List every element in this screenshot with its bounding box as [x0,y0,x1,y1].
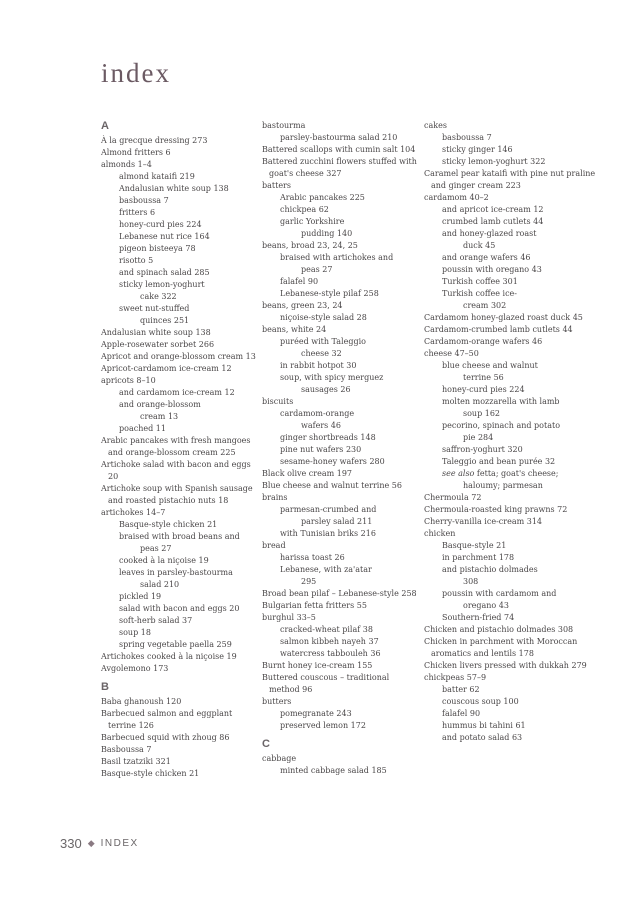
index-subentry: pomegranate 243 [280,709,352,718]
index-subentry: falafel 90 [280,277,319,286]
index-entry: Chicken in parchment with Moroccan aromatics and lentils 178 [424,637,578,658]
index-subentry: sweet nut-stuffed [119,304,190,313]
index-entry: Chicken and pistachio dolmades 308 [424,625,574,634]
index-entry: Cardamom honey-glazed roast duck 45 [424,313,583,322]
index-subentry: and pistachio dolmades [442,565,538,574]
index-continuation: sausages 26 [301,385,351,394]
index-column-2 [262,120,420,777]
index-subentry: honey-curd pies 224 [442,385,525,394]
index-continuation: terrine 56 [463,373,504,382]
index-column-1 [101,120,257,780]
index-subentry: sticky ginger 146 [442,145,513,154]
index-continuation: cream 13 [140,412,179,421]
index-subentry: sticky lemon-yoghurt [119,280,205,289]
index-entry: Artichoke soup with Spanish sausage and roasted pistachio nuts 18 [101,484,253,505]
index-entry: Arabic pancakes with fresh mangoes and orange-blossom cream 225 [101,436,251,457]
section-letter: B [101,681,109,693]
index-entry: Apple-rosewater sorbet 266 [101,340,215,349]
index-subentry: minted cabbage salad 185 [280,766,387,775]
index-entry: À la grecque dressing 273 [101,136,208,145]
index-subentry: niçoise-style salad 28 [280,313,367,322]
index-continuation: parsley salad 211 [301,517,373,526]
index-entry: Caramel pear kataifi with pine nut praline and ginger cream 223 [424,169,596,190]
index-entry: Blue cheese and walnut terrine 56 [262,481,402,490]
index-entry: cardamom 40–2 [424,193,489,202]
index-entry: Cardamom-crumbed lamb cutlets 44 [424,325,573,334]
index-subentry: basboussa 7 [119,196,169,205]
index-subentry: in rabbit hotpot 30 [280,361,357,370]
section-letter: A [101,120,109,132]
index-subentry: and honey-glazed roast [442,229,537,238]
index-entry: Almond fritters 6 [101,148,171,157]
index-subentry: fritters 6 [119,208,156,217]
index-subentry: and potato salad 63 [442,733,523,742]
index-subentry: Taleggio and bean purée 32 [442,457,556,466]
index-subentry: molten mozzarella with lamb [442,397,560,406]
index-subentry: Lebanese nut rice 164 [119,232,210,241]
index-subentry: pecorino, spinach and potato [442,421,561,430]
index-subentry: salad with bacon and eggs 20 [119,604,240,613]
index-subentry: pine nut wafers 230 [280,445,362,454]
index-subentry: risotto 5 [119,256,154,265]
index-subentry: parmesan-crumbed and [280,505,377,514]
index-subentry: Southern-fried 74 [442,613,515,622]
index-subentry: garlic Yorkshire [280,217,345,226]
index-subentry: Lebanese, with za'atar [280,565,372,574]
index-subentry: with Tunisian briks 216 [280,529,376,538]
page-number: 330 [60,836,82,851]
index-continuation: haloumy; parmesan [463,481,543,490]
page-footer [60,836,139,851]
index-entry: Barbecued squid with zhoug 86 [101,733,230,742]
footer-label: INDEX [100,838,139,849]
index-subentry: watercress tabbouleh 36 [280,649,381,658]
index-entry: artichokes 14–7 [101,508,166,517]
index-entry: burghul 33–5 [262,613,316,622]
index-subentry: cardamom-orange [280,409,355,418]
index-subentry: soup, with spicy merguez [280,373,384,382]
index-entry: Broad bean pilaf – Lebanese-style 258 [262,589,417,598]
index-subentry: parsley-bastourma salad 210 [280,133,398,142]
index-subentry: and orange-blossom [119,400,201,409]
index-subentry: ginger shortbreads 148 [280,433,376,442]
index-subentry: chickpea 62 [280,205,329,214]
index-entry: Apricot and orange-blossom cream 13 [101,352,256,361]
index-entry: beans, white 24 [262,325,327,334]
index-entry: bread [262,541,286,550]
index-subentry: Basque-style 21 [442,541,507,550]
index-subentry: Arabic pancakes 225 [280,193,365,202]
index-continuation: wafers 46 [301,421,341,430]
index-entry: apricots 8–10 [101,376,156,385]
index-entry: Burnt honey ice-cream 155 [262,661,373,670]
index-entry: almonds 1–4 [101,160,152,169]
index-subentry: sticky lemon-yoghurt 322 [442,157,546,166]
index-entry: Andalusian white soup 138 [101,328,211,337]
index-subentry: almond kataifi 219 [119,172,195,181]
index-subentry: pigeon bisteeya 78 [119,244,196,253]
index-subentry: poussin with cardamom and [442,589,557,598]
index-subentry: preserved lemon 172 [280,721,366,730]
index-subentry: see also fetta; goat's cheese; [442,469,559,478]
index-entry: Chermoula 72 [424,493,482,502]
index-continuation: peas 27 [301,265,333,274]
index-continuation: oregano 43 [463,601,509,610]
index-subentry: cracked-wheat pilaf 38 [280,625,373,634]
index-continuation: cheese 32 [301,349,342,358]
index-entry: biscuits [262,397,294,406]
index-entry: Bulgarian fetta fritters 55 [262,601,367,610]
index-continuation: 295 [301,577,317,586]
index-continuation: soup 162 [463,409,501,418]
index-entry: Cardamom-orange wafers 46 [424,337,543,346]
index-continuation: quinces 251 [140,316,190,325]
index-continuation: pudding 140 [301,229,353,238]
index-subentry: couscous soup 100 [442,697,519,706]
page-title: index [101,58,171,88]
index-subentry: cooked à la niçoise 19 [119,556,209,565]
index-entry: Battered zucchini flowers stuffed with goat's cheese 327 [262,157,417,178]
index-continuation: peas 27 [140,544,172,553]
index-subentry: and cardamom ice-cream 12 [119,388,235,397]
index-subentry: harissa toast 26 [280,553,345,562]
index-subentry: blue cheese and walnut [442,361,538,370]
index-subentry: in parchment 178 [442,553,515,562]
index-subentry: leaves in parsley-bastourma [119,568,233,577]
index-entry: Cherry-vanilla ice-cream 314 [424,517,542,526]
index-continuation: salad 210 [140,580,180,589]
section-letter: C [262,738,270,750]
index-subentry: honey-curd pies 224 [119,220,202,229]
index-subentry: sesame-honey wafers 280 [280,457,385,466]
index-continuation: cream 302 [463,301,507,310]
index-entry: beans, broad 23, 24, 25 [262,241,358,250]
index-entry: Basil tzatziki 321 [101,757,171,766]
index-subentry: Turkish coffee ice- [442,289,517,298]
index-entry: Apricot-cardamom ice-cream 12 [101,364,232,373]
index-subentry: spring vegetable paella 259 [119,640,232,649]
index-subentry: poussin with oregano 43 [442,265,542,274]
index-subentry: falafel 90 [442,709,481,718]
index-entry: brains [262,493,288,502]
index-subentry: soup 18 [119,628,151,637]
index-entry: Chicken livers pressed with dukkah 279 [424,661,587,670]
index-entry: Black olive cream 197 [262,469,353,478]
index-subentry: hummus bi tahini 61 [442,721,526,730]
index-subentry: Basque-style chicken 21 [119,520,218,529]
index-subentry: braised with artichokes and [280,253,394,262]
index-entry: Buttered couscous – traditional method 96 [262,673,390,694]
index-subentry: and orange wafers 46 [442,253,531,262]
index-continuation: cake 322 [140,292,177,301]
index-entry: Basboussa 7 [101,745,152,754]
index-entry: Basque-style chicken 21 [101,769,200,778]
index-entry: cakes [424,121,447,130]
index-entry: beans, green 23, 24 [262,301,343,310]
footer-separator-icon: ◆ [87,838,95,848]
index-subentry: Andalusian white soup 138 [119,184,229,193]
index-entry: Chermoula-roasted king prawns 72 [424,505,568,514]
index-continuation: duck 45 [463,241,496,250]
index-subentry: saffron-yoghurt 320 [442,445,523,454]
index-entry: chickpeas 57–9 [424,673,487,682]
index-subentry: Lebanese-style pilaf 258 [280,289,379,298]
index-entry: Battered scallops with cumin salt 104 [262,145,416,154]
index-column-3 [424,120,596,744]
index-entry: bastourma [262,121,306,130]
index-subentry: salmon kibbeh nayeh 37 [280,637,379,646]
index-entry: chicken [424,529,456,538]
index-subentry: braised with broad beans and [119,532,240,541]
index-continuation: 308 [463,577,479,586]
index-subentry: basboussa 7 [442,133,492,142]
index-entry: cabbage [262,754,297,763]
index-subentry: Turkish coffee 301 [442,277,518,286]
index-subentry: and spinach salad 285 [119,268,210,277]
index-entry: Artichoke salad with bacon and eggs 20 [101,460,251,481]
index-entry: batters [262,181,291,190]
index-subentry: puréed with Taleggio [280,337,366,346]
index-subentry: and apricot ice-cream 12 [442,205,544,214]
index-subentry: poached 11 [119,424,166,433]
index-entry: cheese 47–50 [424,349,479,358]
index-entry: butters [262,697,292,706]
index-entry: Avgolemono 173 [101,664,169,673]
index-subentry: soft-herb salad 37 [119,616,193,625]
index-subentry: crumbed lamb cutlets 44 [442,217,544,226]
index-entry: Baba ghanoush 120 [101,697,182,706]
index-entry: Artichokes cooked à la niçoise 19 [101,652,237,661]
index-continuation: pie 284 [463,433,494,442]
index-subentry: pickled 19 [119,592,162,601]
index-subentry: batter 62 [442,685,480,694]
index-entry: Barbecued salmon and eggplant terrine 126 [101,709,233,730]
cross-reference-label: see also [442,469,475,478]
